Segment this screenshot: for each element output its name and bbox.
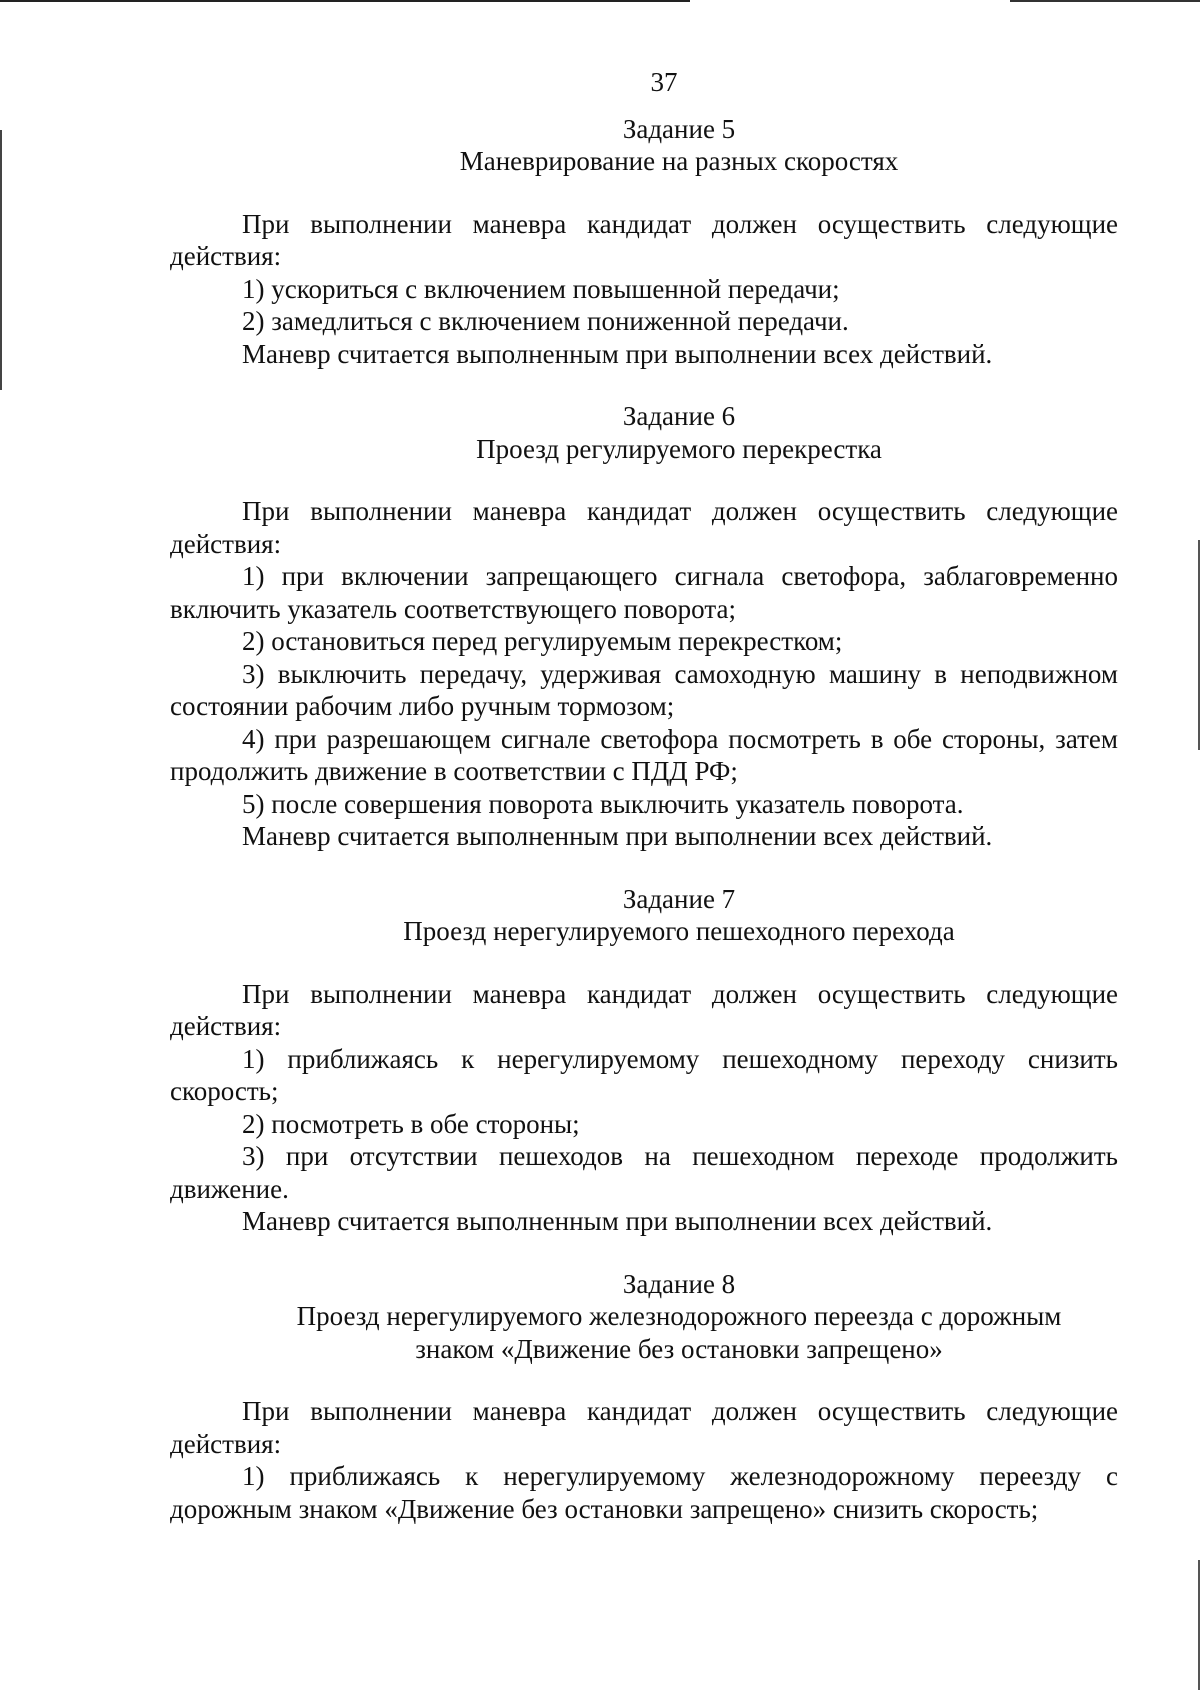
task-section-8 bbox=[170, 1268, 1118, 1526]
paragraph: При выполнении маневра кандидат должен осуществить следующие действия: bbox=[170, 208, 1118, 271]
task-title: Проезд нерегулируемого пешеходного перехода bbox=[403, 916, 955, 946]
scan-edge-top bbox=[0, 0, 690, 2]
list-item: 3) выключить передачу, удерживая самоходную машину в неподвижном состоянии рабочим либо ручным тормозом; bbox=[170, 658, 1118, 721]
list-item: 1) приближаясь к нерегулируемому железнодорожному переезду с дорожным знаком «Движение без остановки запрещено» снизить скорость; bbox=[170, 1461, 1118, 1524]
paragraph: При выполнении маневра кандидат должен осуществить следующие действия: bbox=[170, 1396, 1118, 1459]
list-item: 1) приближаясь к нерегулируемому пешеходному переходу снизить скорость; bbox=[170, 1043, 1118, 1106]
list-item: 3) при отсутствии пешеходов на пешеходном переходе продолжить движение. bbox=[170, 1141, 1118, 1204]
list-item: 5) после совершения поворота выключить указатель поворота. bbox=[242, 788, 964, 819]
task-section-5 bbox=[170, 113, 1118, 371]
task-title: Проезд регулируемого перекрестка bbox=[476, 433, 882, 464]
task-section-7 bbox=[170, 883, 1118, 1238]
paragraph: Маневр считается выполненным при выполнении всех действий. bbox=[242, 338, 993, 369]
scan-edge-left bbox=[0, 130, 2, 390]
task-title-line: знаком «Движение без остановки запрещено» bbox=[415, 1333, 943, 1364]
list-item: 2) посмотреть в обе стороны; bbox=[242, 1108, 580, 1139]
document-body bbox=[170, 66, 1118, 1555]
task-number: Задание 7 bbox=[622, 883, 736, 914]
task-number: Задание 8 bbox=[622, 1268, 736, 1299]
task-number: Задание 6 bbox=[622, 401, 736, 431]
paragraph: При выполнении маневра кандидат должен осуществить следующие действия: bbox=[170, 978, 1118, 1041]
list-item: 2) остановиться перед регулируемым перекрестком; bbox=[242, 626, 843, 656]
paragraph: Маневр считается выполненным при выполнении всех действий. bbox=[242, 821, 993, 851]
task-number: Задание 5 bbox=[622, 113, 736, 144]
list-item: 1) при включении запрещающего сигнала светофора, заблаговременно включить указатель соответствующего поворота; bbox=[170, 561, 1118, 624]
task-title bbox=[170, 1300, 1118, 1365]
list-item: 2) замедлиться с включением пониженной передачи. bbox=[242, 306, 849, 336]
paragraph: Маневр считается выполненным при выполнении всех действий. bbox=[242, 1206, 993, 1236]
list-item: 1) ускориться с включением повышенной передачи; bbox=[242, 273, 840, 304]
task-title: Маневрирование на разных скоростях bbox=[459, 146, 899, 176]
task-section-6 bbox=[170, 400, 1118, 853]
page-number: 37 bbox=[650, 67, 678, 97]
list-item: 4) при разрешающем сигнале светофора посмотреть в обе стороны, затем продолжить движение в соответствии с ПДД РФ; bbox=[170, 723, 1118, 786]
scan-edge-top-right bbox=[1010, 0, 1200, 2]
task-title-line: Проезд нерегулируемого железнодорожного переезда с дорожным bbox=[296, 1301, 1062, 1331]
paragraph: При выполнении маневра кандидат должен осуществить следующие действия: bbox=[170, 496, 1118, 559]
